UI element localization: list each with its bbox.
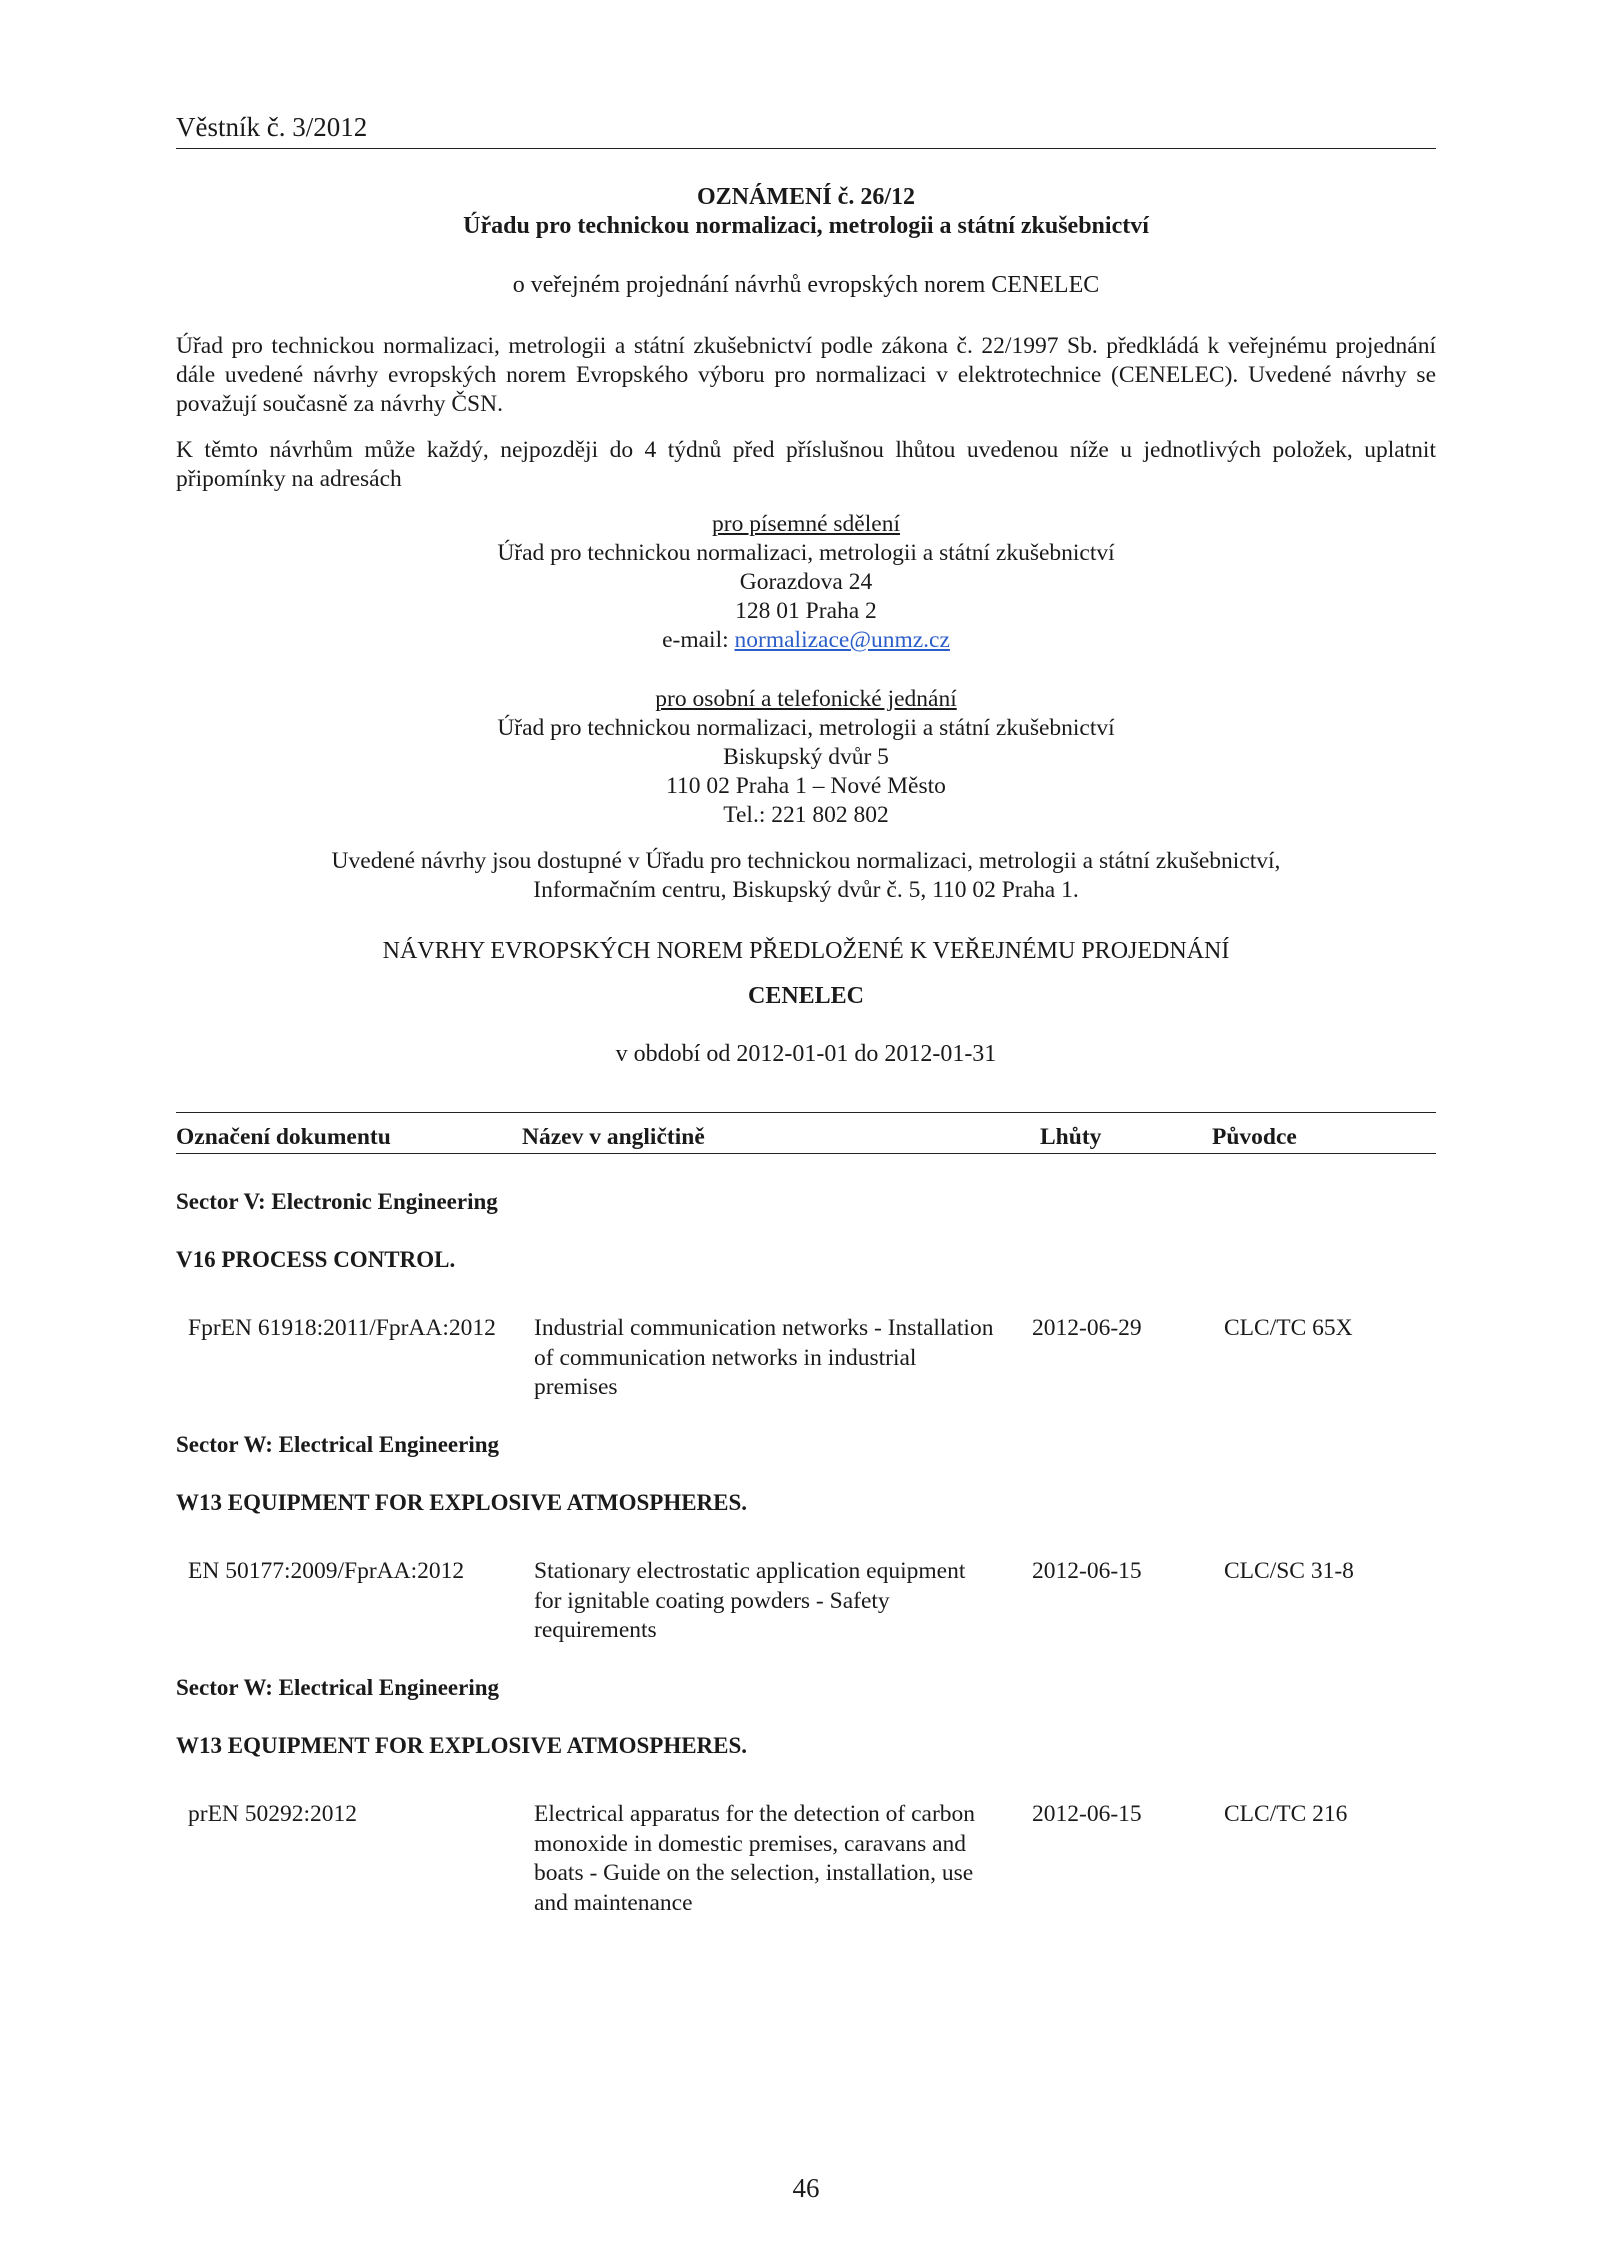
sector-heading: Sector W: Electrical Engineering bbox=[176, 1675, 500, 1700]
comments-paragraph: K těmto návrhům může každý, nejpozději do 4 týdnů před příslušnou lhůtou uvedenou níže u jednotlivých položek, uplatnit připomínky na adresách bbox=[176, 437, 1436, 492]
title-line: of communication networks in industrial bbox=[534, 1344, 917, 1371]
originator: CLC/SC 31-8 bbox=[1224, 1558, 1354, 1584]
page-header bbox=[176, 108, 1436, 149]
drafts-org: CENELEC bbox=[747, 983, 865, 1009]
availability-note bbox=[176, 847, 1436, 905]
drafts-heading: NÁVRHY EVROPSKÝCH NOREM PŘEDLOŽENÉ K VEŘEJNÉMU PROJEDNÁNÍ bbox=[382, 938, 1230, 964]
originator: CLC/TC 65X bbox=[1224, 1315, 1353, 1341]
column-header-document-id: Označení dokumentu bbox=[176, 1124, 391, 1150]
column-header-english-title: Název v angličtině bbox=[522, 1124, 705, 1150]
written-contact-heading: pro písemné sdělení bbox=[712, 511, 900, 537]
committee-heading: V16 PROCESS CONTROL. bbox=[176, 1247, 456, 1272]
personal-contact-org: Úřad pro technickou normalizaci, metrologii a státní zkušebnictví bbox=[497, 715, 1115, 741]
title-line: and maintenance bbox=[534, 1889, 693, 1916]
email-link[interactable]: normalizace@unmz.cz bbox=[734, 627, 950, 653]
column-header-deadlines: Lhůty bbox=[1040, 1124, 1102, 1150]
document-id: EN 50177:2009/FprAA:2012 bbox=[188, 1558, 465, 1584]
drafts-period: v období od 2012-01-01 do 2012-01-31 bbox=[615, 1041, 997, 1067]
english-title bbox=[534, 1314, 1034, 1403]
sector-heading: Sector V: Electronic Engineering bbox=[176, 1189, 498, 1214]
intro-paragraph: Úřad pro technickou normalizaci, metrologii a státní zkušebnictví podle zákona č. 22/1997 Sb. předkládá k veřejnému projednání dále uvedené návrhy evropských norem Evropského výboru pro normalizaci v elektrotechnice (CENELEC). Uvedené návrhy se považují současně za návrhy ČSN. bbox=[176, 333, 1436, 417]
notice-subtitle: Úřadu pro technickou normalizaci, metrologii a státní zkušebnictví bbox=[463, 213, 1149, 239]
document-id: prEN 50292:2012 bbox=[188, 1801, 358, 1827]
title-line: premises bbox=[534, 1374, 618, 1400]
deadline-date: 2012-06-29 bbox=[1032, 1315, 1142, 1341]
committee-heading: W13 EQUIPMENT FOR EXPLOSIVE ATMOSPHERES. bbox=[176, 1733, 748, 1758]
column-header-originator: Původce bbox=[1212, 1124, 1297, 1150]
written-contact-street: Gorazdova 24 bbox=[739, 569, 873, 595]
deadline-date: 2012-06-15 bbox=[1032, 1558, 1142, 1584]
notice-about: o veřejném projednání návrhů evropských norem CENELEC bbox=[512, 272, 1100, 298]
committee-heading: W13 EQUIPMENT FOR EXPLOSIVE ATMOSPHERES. bbox=[176, 1490, 748, 1515]
personal-contact-heading: pro osobní a telefonické jednání bbox=[655, 686, 957, 712]
title-line: Industrial communication networks - Installation bbox=[534, 1315, 994, 1341]
personal-contact-street: Biskupský dvůr 5 bbox=[723, 744, 889, 770]
journal-title: Věstník č. 3/2012 bbox=[176, 112, 368, 142]
written-contact-block bbox=[176, 510, 1436, 655]
title-line: Electrical apparatus for the detection of carbon bbox=[534, 1801, 976, 1827]
table-top-rule bbox=[176, 1112, 1436, 1113]
personal-contact-block bbox=[176, 685, 1436, 830]
english-title bbox=[534, 1800, 1034, 1918]
title-line: requirements bbox=[534, 1617, 657, 1643]
email-label: e-mail: bbox=[662, 627, 735, 653]
notice-title: OZNÁMENÍ č. 26/12 bbox=[697, 184, 915, 210]
deadline-date: 2012-06-15 bbox=[1032, 1801, 1142, 1827]
title-line: boats - Guide on the selection, installation, use bbox=[534, 1860, 974, 1886]
english-title bbox=[534, 1557, 1034, 1646]
sector-heading: Sector W: Electrical Engineering bbox=[176, 1432, 500, 1457]
written-contact-email-line bbox=[176, 626, 1436, 655]
page-number: 46 bbox=[792, 2173, 820, 2203]
table-header-rule bbox=[176, 1153, 1436, 1154]
title-line: for ignitable coating powders - Safety bbox=[534, 1587, 890, 1614]
availability-line-1: Uvedené návrhy jsou dostupné v Úřadu pro technickou normalizaci, metrologii a státní zkušebnictví, bbox=[331, 848, 1281, 874]
written-contact-city: 128 01 Praha 2 bbox=[735, 598, 877, 624]
personal-contact-city: 110 02 Praha 1 – Nové Město bbox=[666, 773, 946, 799]
title-line: Stationary electrostatic application equipment bbox=[534, 1558, 966, 1584]
written-contact-org: Úřad pro technickou normalizaci, metrologii a státní zkušebnictví bbox=[497, 540, 1115, 566]
document-id: FprEN 61918:2011/FprAA:2012 bbox=[188, 1315, 496, 1341]
originator: CLC/TC 216 bbox=[1224, 1801, 1348, 1827]
title-line: monoxide in domestic premises, caravans and bbox=[534, 1830, 967, 1857]
availability-line-2: Informačním centru, Biskupský dvůr č. 5, 110 02 Praha 1. bbox=[533, 877, 1079, 903]
personal-contact-phone: Tel.: 221 802 802 bbox=[723, 802, 889, 828]
